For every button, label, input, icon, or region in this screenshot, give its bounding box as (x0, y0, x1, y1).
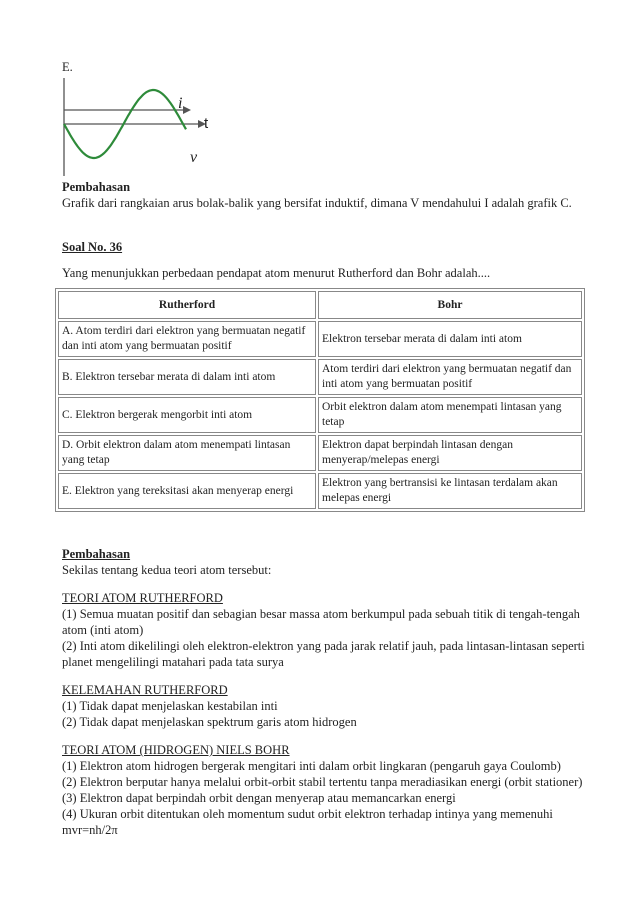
section-line: (1) Semua muatan positif dan sebagian besar massa atom berkumpul pada sebuah titik di tengah-tengah atom (inti atom) (62, 607, 580, 637)
pembahasan-1 (62, 179, 582, 211)
section-line: (1) Tidak dapat menjelaskan kestabilan inti (62, 699, 278, 713)
table-header-rutherford: Rutherford (58, 291, 316, 319)
table-row (58, 359, 582, 395)
section-title: TEORI ATOM (HIDROGEN) NIELS BOHR (62, 743, 290, 757)
table-cell: C. Elektron bergerak mengorbit inti atom (58, 397, 316, 433)
section-line: (2) Elektron berputar hanya melalui orbit-orbit stabil tertentu tanpa meradiasikan energi (orbit stationer) (62, 775, 583, 789)
pembahasan-1-heading: Pembahasan (62, 180, 131, 194)
table-header-row (58, 291, 582, 319)
table-row (58, 397, 582, 433)
graph-i-arrow (183, 106, 191, 114)
pembahasan-1-text: Grafik dari rangkaian arus bolak-balik yang bersifat induktif, dimana V mendahului I adalah grafik C. (62, 196, 572, 210)
table-cell: Atom terdiri dari elektron yang bermuatan negatif dan inti atom yang bermuatan positif (318, 359, 582, 395)
section-line: (3) Elektron dapat berpindah orbit dengan menyerap atau memancarkan energi (62, 791, 456, 805)
comparison-table (55, 288, 585, 512)
table-cell: D. Orbit elektron dalam atom menempati lintasan yang tetap (58, 435, 316, 471)
table-row (58, 435, 582, 471)
section-line: (2) Inti atom dikelilingi oleh elektron-elektron yang pada jarak relatif jauh, pada lintasan-lintasan seperti planet mengelilingi matahari pada tata surya (62, 639, 585, 669)
graph-label-i: i (178, 95, 183, 112)
section-kelemahan (62, 682, 587, 730)
option-label: E. (62, 60, 73, 74)
table-cell: Elektron yang bertransisi ke lintasan terdalam akan melepas energi (318, 473, 582, 509)
section-bohr (62, 742, 587, 838)
soal-question: Yang menunjukkan perbedaan pendapat atom menurut Rutherford dan Bohr adalah.... (62, 266, 491, 280)
table-row (58, 321, 582, 357)
table-header-bohr: Bohr (318, 291, 582, 319)
soal-title: Soal No. 36 (62, 240, 123, 254)
section-rutherford (62, 590, 587, 670)
section-line: (2) Tidak dapat menjelaskan spektrum garis atom hidrogen (62, 715, 357, 729)
table-row (58, 473, 582, 509)
pembahasan-2 (62, 546, 587, 838)
pembahasan-2-heading: Pembahasan (62, 547, 131, 561)
table-cell: Elektron dapat berpindah lintasan dengan menyerap/melepas energi (318, 435, 582, 471)
graph-label-v: v (190, 149, 198, 166)
section-line: (4) Ukuran orbit ditentukan oleh momentum sudut orbit elektron terhadap intinya yang memenuhi mvr=nh/2π (62, 807, 553, 837)
graph-label-t: t (204, 115, 209, 132)
section-title: TEORI ATOM RUTHERFORD (62, 591, 223, 605)
table-cell: Orbit elektron dalam atom menempati lintasan yang tetap (318, 397, 582, 433)
table-cell: B. Elektron tersebar merata di dalam inti atom (58, 359, 316, 395)
pembahasan-2-intro: Sekilas tentang kedua teori atom tersebut: (62, 563, 272, 577)
table-cell: E. Elektron yang tereksitasi akan menyerap energi (58, 473, 316, 509)
section-line: (1) Elektron atom hidrogen bergerak mengitari inti dalam orbit lingkaran (pengaruh gaya Coulomb) (62, 759, 561, 773)
table-cell: Elektron tersebar merata di dalam inti atom (318, 321, 582, 357)
table-cell: A. Atom terdiri dari elektron yang bermuatan negatif dan inti atom yang bermuatan positif (58, 321, 316, 357)
sine-graph (58, 78, 228, 178)
section-title: KELEMAHAN RUTHERFORD (62, 683, 228, 697)
